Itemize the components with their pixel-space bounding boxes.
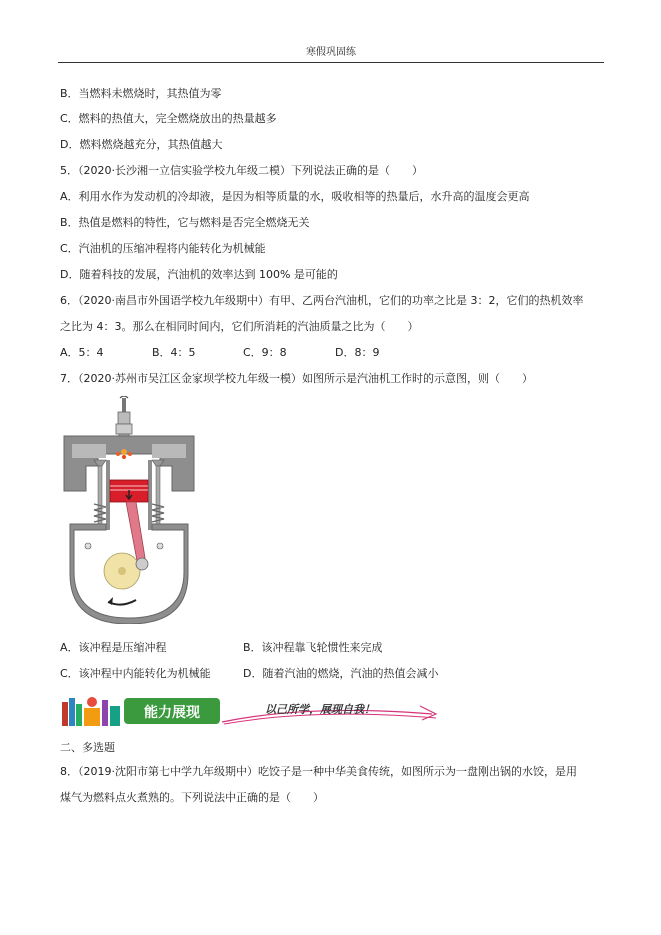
q5-option-c: C．汽油机的压缩冲程将内能转化为机械能 [60, 242, 266, 255]
header-title: 寒假巩固练 [306, 47, 356, 58]
spark-plug-icon [116, 396, 132, 442]
banner-title: 能力展现 [144, 705, 200, 721]
page-header [58, 44, 604, 63]
piston-icon [110, 480, 148, 502]
intake-valve-icon [94, 460, 106, 526]
q7-option-c: C．该冲程中内能转化为机械能 [60, 667, 211, 680]
q7-option-d: D．随着汽油的燃烧，汽油的热值会减小 [243, 667, 439, 680]
q8-stem-line1: 8．（2019·沈阳市第七中学九年级期中）吃饺子是一种中华美食传统，如图所示为一盘刚出锅的水饺，是用 [60, 765, 577, 778]
q4-option-b: B．当燃料未燃烧时，其热值为零 [60, 87, 222, 100]
q6-option-a: A．5：4 [60, 346, 104, 359]
banner-slogan: 以己所学，展现自我！ [265, 703, 375, 716]
q8-stem-line2: 煤气为燃料点火煮熟的。下列说法中正确的是（ ） [60, 791, 324, 804]
q5-option-d: D．随着科技的发展，汽油机的效率达到 100% 是可能的 [60, 268, 338, 281]
exhaust-valve-icon [152, 460, 164, 526]
q7-option-b: B．该冲程靠飞轮惯性来完成 [243, 641, 383, 654]
q6-option-c: C．9：8 [243, 346, 287, 359]
q5-stem: 5．（2020·长沙湘一立信实验学校九年级二模）下列说法正确的是（ ） [60, 164, 423, 177]
q4-option-c: C．燃料的热值大，完全燃烧放出的热量越多 [60, 112, 277, 125]
q7-option-a: A．该冲程是压缩冲程 [60, 641, 167, 654]
q7-stem: 7．（2020·苏州市吴江区金家坝学校九年级一模）如图所示是汽油机工作时的示意图，则（ ） [60, 372, 533, 385]
q6-option-d: D．8：9 [335, 346, 380, 359]
q6-option-b: B．4：5 [152, 346, 196, 359]
q6-stem-line2: 之比为 4：3。那么在相同时间内，它们所消耗的汽油质量之比为（ ） [60, 320, 419, 333]
books-icon [62, 697, 120, 726]
q6-stem-line1: 6．（2020·南昌市外国语学校九年级期中）有甲、乙两台汽油机，它们的功率之比是 3：2，它们的热机效率 [60, 294, 584, 307]
q4-option-d: D．燃料燃烧越充分，其热值越大 [60, 138, 223, 151]
engine-diagram [60, 396, 198, 624]
section-title: 二、多选题 [60, 741, 115, 754]
q5-option-a: A．利用水作为发动机的冷却液，是因为相等质量的水，吸收相等的热量后，水升高的温度会更高 [60, 190, 530, 203]
q5-option-b: B．热值是燃料的特性，它与燃料是否完全燃烧无关 [60, 216, 310, 229]
ability-banner [60, 694, 440, 728]
crankshaft-icon [104, 553, 148, 589]
